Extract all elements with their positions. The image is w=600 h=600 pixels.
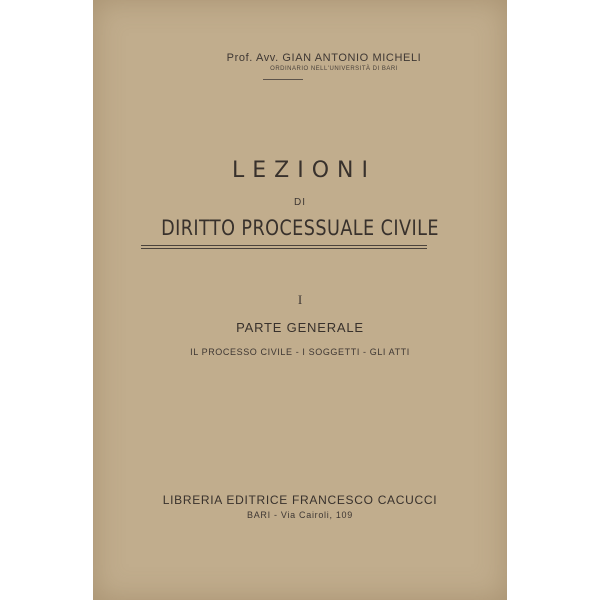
book-cover	[93, 0, 507, 600]
publisher-address: BARI - Via Cairoli, 109	[247, 510, 353, 520]
part-contents: IL PROCESSO CIVILE - I SOGGETTI - GLI ATTI	[190, 347, 410, 357]
book-title: LEZIONI	[232, 158, 376, 183]
publisher-name: LIBRERIA EDITRICE FRANCESCO CACUCCI	[162, 493, 438, 507]
author-divider	[263, 79, 303, 80]
author-role: ORDINARIO NELL'UNIVERSITÀ DI BARI	[270, 66, 398, 72]
title-connector: DI	[294, 197, 306, 208]
volume-number: I	[297, 292, 303, 307]
book-subject: DIRITTO PROCESSUALE CIVILE	[161, 216, 439, 240]
author-name: Prof. Avv. GIAN ANTONIO MICHELI	[226, 52, 422, 64]
part-title: PARTE GENERALE	[236, 320, 364, 335]
title-divider	[141, 245, 427, 249]
